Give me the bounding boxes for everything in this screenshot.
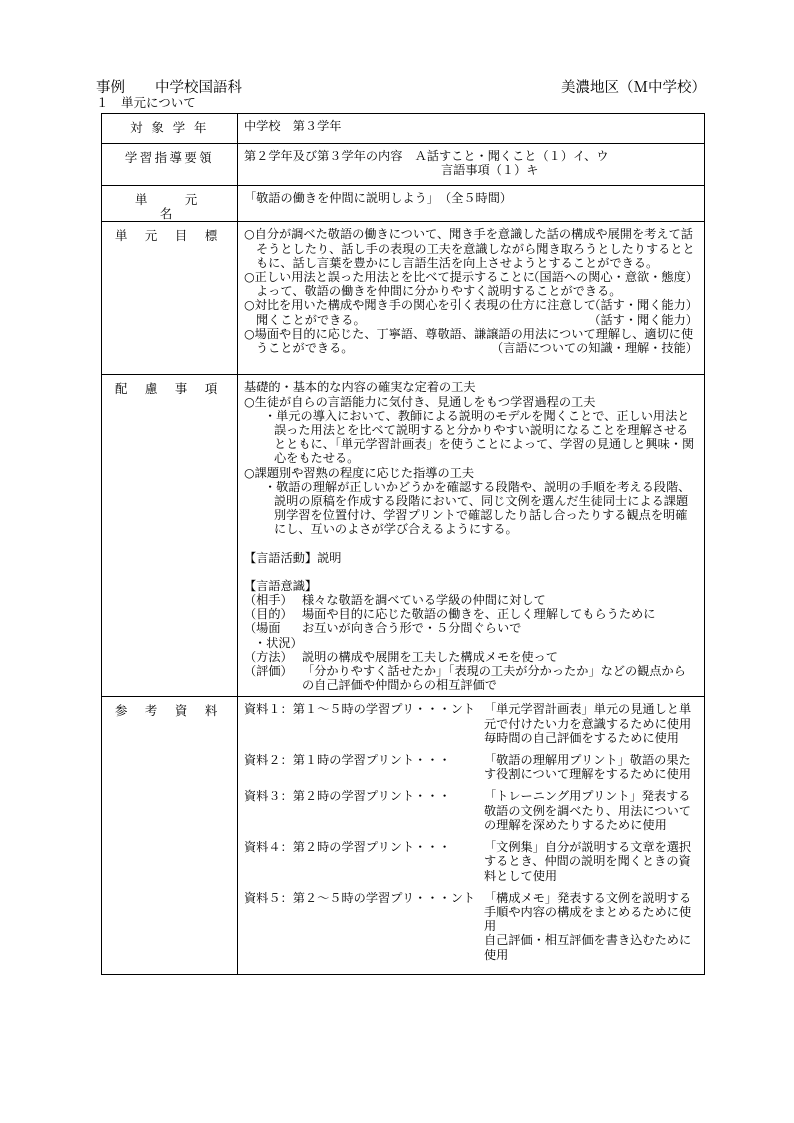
awareness-text: 場面や目的に応じた敬語の働きを、正しく理解してもらうために (302, 607, 656, 622)
row-unit-name (102, 186, 705, 222)
guideline-line1: 第２学年及び第３学年の内容 Ａ話すこと・聞くこと（１）イ、ウ (244, 149, 609, 163)
awareness-item (244, 593, 698, 607)
goal-note: （話す・聞く能力） (588, 312, 698, 327)
label-target-grade: 対 象 学 年 (102, 114, 238, 144)
row-materials (102, 697, 705, 975)
awareness-text: お互いが向き合う形で・５分間ぐらいで (302, 621, 522, 636)
material-item (244, 753, 698, 781)
consideration-detail: ・敬語の理解が正しいかどうかを確認する段階や、説明の手順を考える段階、説明の原稿を作成する段階において、同じ文例を選んだ生徒同士による課題別学習を位置付け、学習プリントで確認したり話し合ったりする観点を明確にし、互いのよさが学び合えるようにする。 (264, 479, 691, 537)
awareness-key: （目的） (244, 607, 293, 622)
consideration-point: ○生徒が自らの言語能力に気付き、見通しをもつ学習過程の工夫 (244, 394, 596, 409)
guideline-line2: 言語事項（１）キ (441, 163, 539, 178)
value-guideline (238, 144, 705, 186)
label-materials: 参 考 資 料 (102, 697, 238, 975)
label-goals: 単 元 目 標 (102, 222, 238, 375)
awareness-item (244, 650, 698, 664)
material-name: 資料１：第１～５時の学習プリ・・・ント (244, 702, 476, 717)
goal-note: （言語についての知識・理解・技能） (491, 341, 698, 356)
row-goals (102, 222, 705, 375)
goal-text: ○正しい用法と誤った用法とを比べて提示することによって、敬語の働きを仲間に分かりやすく説明することができる。 (244, 270, 622, 299)
material-desc-line: 「敬語の理解用プリント」敬語の果たす役割について理解をするために使用 (484, 753, 691, 782)
language-activity: 【言語活動】説明 (244, 550, 342, 565)
material-desc (484, 789, 698, 832)
material-desc-line: 「構成メモ」発表する文例を説明する手順や内容の構成をまとめるために使用 (484, 890, 692, 934)
value-unit-name: 「敬語の働きを仲間に説明しよう」 （全５時間） (238, 186, 705, 222)
awareness-key: （評価） (244, 664, 293, 679)
consideration-detail: ・単元の導入において、教師による説明のモデルを聞くことで、正しい用法と誤った用法とを比べて説明すると分かりやすい説明になることを理解させるとともに、「単元学習計画表」を使うことによって、学習の見通しと興味・関心をもたせる。 (264, 408, 695, 466)
awareness-item (244, 664, 698, 692)
goal-item (244, 327, 698, 355)
value-goals (238, 222, 705, 375)
material-name: 資料５：第２～５時の学習プリ・・・ント (244, 890, 476, 905)
awareness-title: 【言語意識】 (244, 578, 318, 593)
material-desc-line: 「トレーニング用プリント」発表する敬語の文例を調べたり、用法についての理解を深めたりするために使用 (484, 789, 691, 832)
value-materials (238, 697, 705, 975)
awareness-key: （方法） (244, 649, 293, 664)
label-considerations: 配 慮 事 項 (102, 375, 238, 697)
goal-note: （国語への関心・意欲・態度） (527, 270, 698, 285)
material-item (244, 789, 698, 832)
case-label: 事例 (96, 80, 125, 96)
awareness-key: （相手） (244, 593, 293, 608)
awareness-item (244, 636, 698, 650)
material-desc (484, 891, 698, 962)
row-guideline (102, 144, 705, 186)
material-desc (484, 753, 698, 781)
material-desc (484, 702, 698, 745)
material-desc (484, 840, 698, 883)
section-heading: １ 単元について (96, 95, 196, 110)
material-desc-line: 「文例集」自分が説明する文章を選択するとき、仲間の説明を聞くときの資料として使用 (484, 840, 692, 883)
awareness-text: 様々な敬語を調べている学級の仲間に対して (302, 593, 546, 608)
awareness-key: （場面 (244, 621, 281, 636)
material-item (244, 891, 698, 962)
row-considerations (102, 375, 705, 697)
row-target-grade (102, 114, 705, 144)
material-desc-line: 「単元学習計画表」単元の見通しと単元で付けたい力を意識するために使用 (484, 702, 692, 731)
value-considerations (238, 375, 705, 697)
material-item (244, 840, 698, 883)
unit-table (101, 113, 705, 975)
value-target-grade: 中学校 第３学年 (238, 114, 705, 144)
goal-text: ○対比を用いた構成や聞き手の関心を引く表現の仕方に注意して聞くことができる。 (244, 298, 596, 327)
region-label: 美濃地区（Ｍ中学校） (561, 80, 706, 96)
awareness-text: 「分かりやすく話せたか」「表現の工夫が分かったか」などの観点からの自己評価や仲間からの相互評価で (302, 664, 686, 693)
awareness-key: ・状況） (254, 635, 303, 650)
material-desc-line: 毎時間の自己評価をするために使用 (484, 730, 679, 745)
awareness-item (244, 607, 698, 621)
goal-text: ○場面や目的に応じた、丁寧語、尊敬語、謙譲語の用法について理解し、適切に使うことができる。 (244, 326, 694, 356)
material-name: 資料４：第２時の学習プリント・・・ (244, 840, 451, 855)
consideration-heading: 基礎的・基本的な内容の確実な定着の工夫 (244, 380, 476, 395)
label-guideline: 学習指導要領 (102, 144, 238, 186)
material-name: 資料２：第１時の学習プリント・・・ (244, 753, 451, 768)
goal-note: （話す・聞く能力） (588, 298, 698, 313)
awareness-text: 説明の構成や展開を工夫した構成メモを使って (302, 649, 558, 664)
material-item (244, 702, 698, 745)
consideration-point: ○課題別や習熟の程度に応じた指導の工夫 (244, 465, 475, 480)
awareness-item (244, 621, 698, 635)
material-name: 資料３：第２時の学習プリント・・・ (244, 789, 451, 804)
goal-text: ○自分が調べた敬語の働きについて、聞き手を意識した話の構成や展開を考えて話そうとしたり、話し手の表現の工夫を意識しながら聞き取ろうとしたりするとともに、話し言葉を豊かにし言語生活を向上させようとすることができる。 (244, 227, 695, 270)
label-unit-name: 単 元 名 (102, 186, 238, 222)
material-desc-line: 自己評価・相互評価を書き込むために使用 (484, 933, 692, 962)
subject-label: 中学校国語科 (155, 80, 242, 96)
